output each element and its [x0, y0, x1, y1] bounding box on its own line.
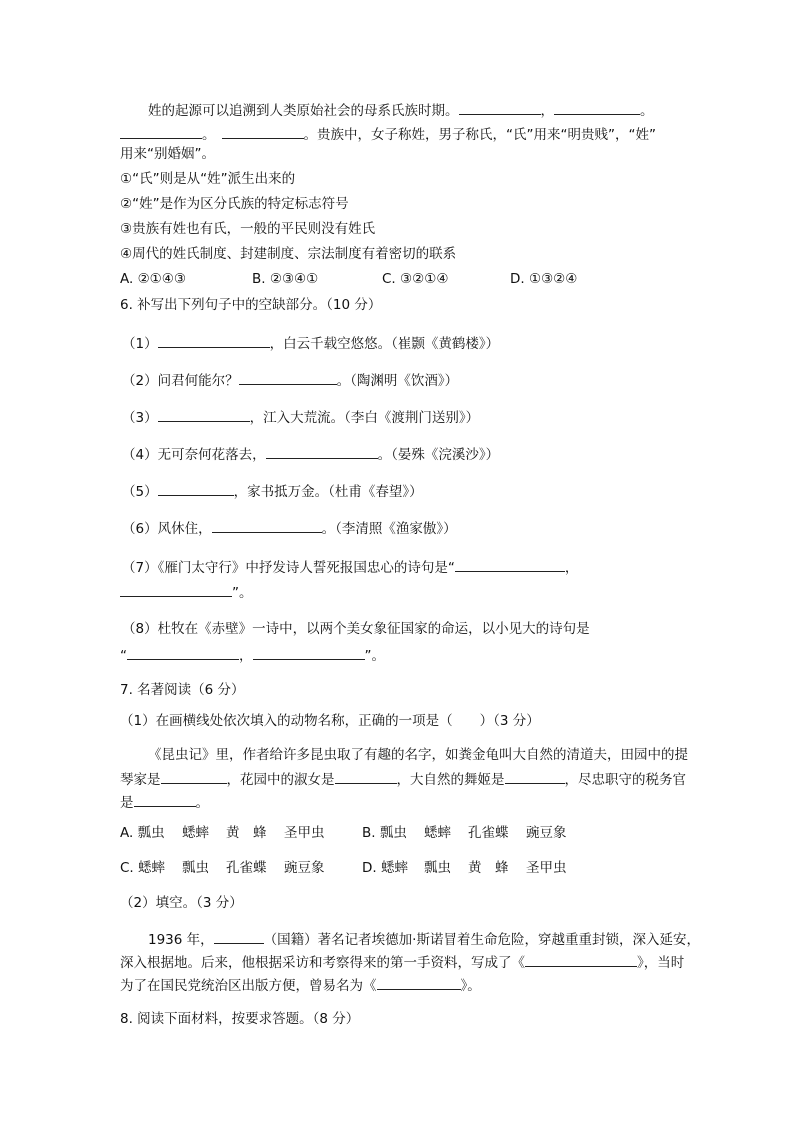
- q6-item-3: （3） ，江入大荒流。（李白《渡荆门送别》）: [122, 407, 479, 427]
- option-b[interactable]: B. ②③④①: [252, 271, 319, 287]
- q7-para2-line3: 为了在国民党统治区出版方便，曾易名为《 》。: [120, 975, 481, 995]
- answer-blank[interactable]: [127, 645, 239, 660]
- q5-intro-line: 姓的起源可以追溯到人类原始社会的母系氏族时期。 ， 。: [148, 100, 654, 120]
- q6-item-7-cont: ”。: [120, 582, 253, 602]
- q7-para2-line2: 深入根据地。后来，他根据采访和考察得来的第一手资料，写成了《 》，当时: [120, 952, 684, 972]
- q7-options-ab: [120, 824, 567, 842]
- answer-blank[interactable]: [222, 124, 304, 139]
- q7-options-cd: [120, 859, 567, 877]
- q6-item-6: （6）风休住， 。（李清照《渔家傲》）: [122, 518, 457, 538]
- option-a[interactable]: A. 瓢虫 蟋蟀 黄 蜂 圣甲虫: [120, 825, 325, 841]
- answer-blank[interactable]: [134, 792, 196, 807]
- q5-item-4: ④周代的姓氏制度、封建制度、宗法制度有着密切的联系: [120, 246, 457, 262]
- q5-item-3: ③贵族有姓也有氏，一般的平民则没有姓氏: [120, 221, 376, 237]
- q8-title: 8. 阅读下面材料，按要求答题。（8 分）: [120, 1011, 360, 1027]
- q6-item-8-cont: “ ， ”。: [120, 645, 385, 665]
- answer-blank[interactable]: [212, 518, 322, 533]
- q7-sub2: （2）填空。（3 分）: [120, 895, 243, 911]
- q5-line2: 。 。贵族中，女子称姓，男子称氏，“氏”用来“明贵贱”，“姓”: [120, 124, 656, 144]
- option-d[interactable]: D. ①③②④: [510, 271, 578, 287]
- q7-para1-line1: 《昆虫记》里，作者给许多昆虫取了有趣的名字，如粪金龟叫大自然的清道夫，田园中的提: [148, 747, 688, 763]
- q7-title: 7. 名著阅读（6 分）: [120, 682, 245, 698]
- q6-item-5: （5） ，家书抵万金。（杜甫《春望》）: [122, 481, 423, 501]
- answer-blank[interactable]: [158, 407, 250, 422]
- q7-sub1: （1）在画横线处依次填入的动物名称，正确的一项是（ ）（3 分）: [120, 713, 540, 729]
- q5-item-1: ①“氏”则是从“姓”派生出来的: [120, 171, 296, 187]
- q7-para1-line2: 琴家是 ，花园中的淑女是 ，大自然的舞姬是 ，尽忠职守的税务官: [120, 769, 686, 789]
- option-a[interactable]: A. ②①④③: [120, 271, 186, 287]
- answer-blank[interactable]: [505, 769, 565, 784]
- answer-blank[interactable]: [525, 952, 637, 967]
- q5-options: [120, 270, 577, 288]
- answer-blank[interactable]: [377, 975, 461, 990]
- answer-blank[interactable]: [158, 481, 234, 496]
- answer-blank[interactable]: [266, 444, 378, 459]
- q5-item-2: ②“姓”是作为区分氏族的特定标志符号: [120, 196, 349, 212]
- answer-blank[interactable]: [214, 929, 264, 944]
- q6-item-8: （8）杜牧在《赤壁》一诗中，以两个美女象征国家的命运，以小见大的诗句是: [122, 621, 590, 637]
- q6-item-4: （4）无可奈何花落去， 。（晏殊《浣溪沙》）: [122, 444, 499, 464]
- q5-line3: 用来“别婚姻”。: [120, 146, 215, 162]
- answer-blank[interactable]: [239, 370, 337, 385]
- q6-title: 6. 补写出下列句子中的空缺部分。（10 分）: [120, 297, 382, 313]
- answer-blank[interactable]: [120, 582, 232, 597]
- answer-blank[interactable]: [554, 100, 640, 115]
- option-d[interactable]: D. 蟋蟀 瓢虫 黄 蜂 圣甲虫: [362, 860, 567, 876]
- option-b[interactable]: B. 瓢虫 蟋蟀 孔雀蝶 豌豆象: [362, 825, 567, 841]
- q6-item-2: （2）问君何能尔？ 。（陶渊明《饮酒》）: [122, 370, 458, 390]
- q7-para1-line3: 是 。: [120, 792, 209, 812]
- q6-item-1: （1） ，白云千载空悠悠。（崔颢《黄鹤楼》）: [122, 333, 499, 353]
- answer-blank[interactable]: [455, 557, 565, 572]
- answer-blank[interactable]: [253, 645, 365, 660]
- answer-blank[interactable]: [161, 769, 227, 784]
- answer-blank[interactable]: [120, 124, 202, 139]
- answer-blank[interactable]: [459, 100, 541, 115]
- q7-para2-line1: 1936 年， （国籍）著名记者埃德加·斯诺冒着生命危险，穿越重重封锁，深入延安，: [148, 929, 700, 949]
- q6-item-7: （7）《雁门太守行》中抒发诗人誓死报国忠心的诗句是“ ，: [122, 557, 578, 577]
- answer-blank[interactable]: [335, 769, 397, 784]
- option-c[interactable]: C. 蟋蟀 瓢虫 孔雀蝶 豌豆象: [120, 860, 325, 876]
- option-c[interactable]: C. ③②①④: [382, 271, 449, 287]
- answer-blank[interactable]: [158, 333, 270, 348]
